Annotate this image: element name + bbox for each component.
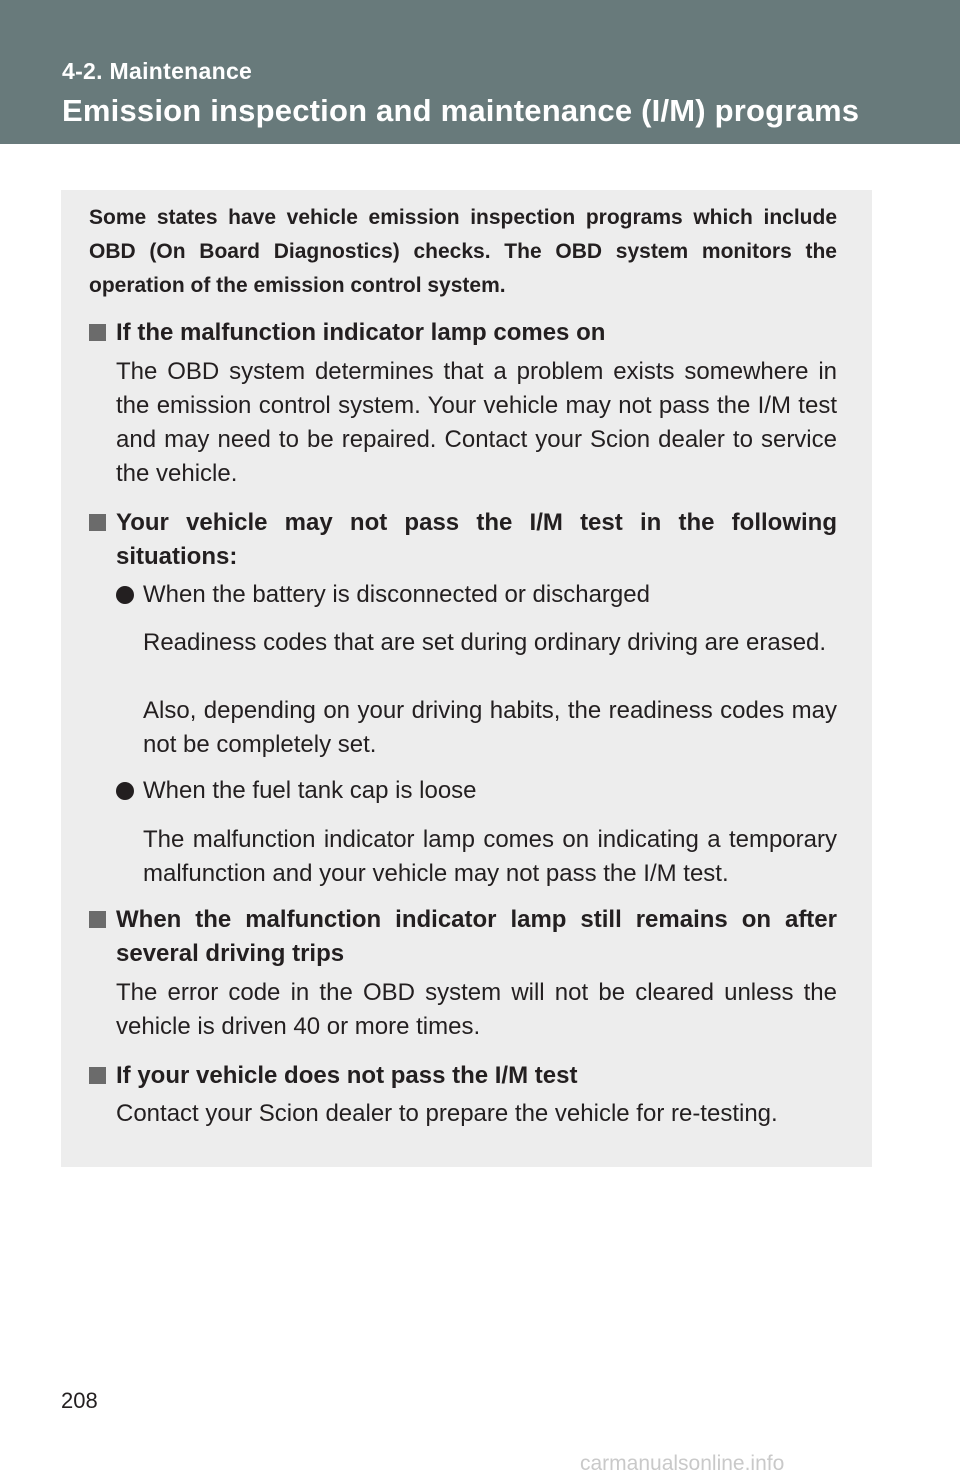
circle-bullet-icon (116, 782, 134, 800)
section-heading-malfunction-lamp (89, 316, 837, 350)
square-bullet-icon (89, 1067, 106, 1084)
section-label: 4-2. Maintenance (62, 58, 253, 84)
section-heading-situations (89, 506, 837, 574)
heading-text: Your vehicle may not pass the I/M test in the following situations: (116, 509, 837, 570)
watermark: carmanualsonline.info (580, 1452, 785, 1475)
list-item-fuel-cap (116, 774, 837, 808)
list-item-battery (116, 578, 837, 612)
page-title: Emission inspection and maintenance (I/M) programs (62, 93, 860, 128)
bullet-label: When the fuel tank cap is loose (143, 777, 477, 804)
section-heading-failed-test (89, 1059, 837, 1093)
bullet-detail: Readiness codes that are set during ordinary driving are erased. (143, 629, 827, 656)
bullet-detail: The malfunction indicator lamp comes on indicating a temporary malfunction and your vehicle may not pass the I/M test. (143, 826, 837, 887)
section-heading-lamp-remains-on (89, 903, 837, 971)
square-bullet-icon (89, 324, 106, 341)
heading-text: When the malfunction indicator lamp still remains on after several driving trips (116, 906, 837, 967)
section-body-failed-test: Contact your Scion dealer to prepare the vehicle for re-testing. (116, 1100, 778, 1127)
heading-text: If your vehicle does not pass the I/M test (116, 1062, 578, 1089)
bullet-detail: Also, depending on your driving habits, the readiness codes may not be completely set. (143, 697, 837, 758)
section-body-malfunction-lamp: The OBD system determines that a problem exists somewhere in the emission control system. Your vehicle may not pass the I/M test and may need to be repaired. Contact your Scion dealer to service the vehicle. (116, 358, 837, 487)
section-body-lamp-remains-on: The error code in the OBD system will not be cleared unless the vehicle is driven 40 or more times. (116, 979, 837, 1040)
page-number: 208 (61, 1388, 98, 1413)
chapter-header (0, 0, 960, 144)
square-bullet-icon (89, 514, 106, 531)
circle-bullet-icon (116, 586, 134, 604)
heading-text: If the malfunction indicator lamp comes on (116, 319, 606, 346)
bullet-label: When the battery is disconnected or discharged (143, 581, 650, 608)
square-bullet-icon (89, 911, 106, 928)
intro-paragraph: Some states have vehicle emission inspection programs which include OBD (On Board Diagnostics) checks. The OBD system monitors the operation of the emission control system. (89, 206, 837, 297)
